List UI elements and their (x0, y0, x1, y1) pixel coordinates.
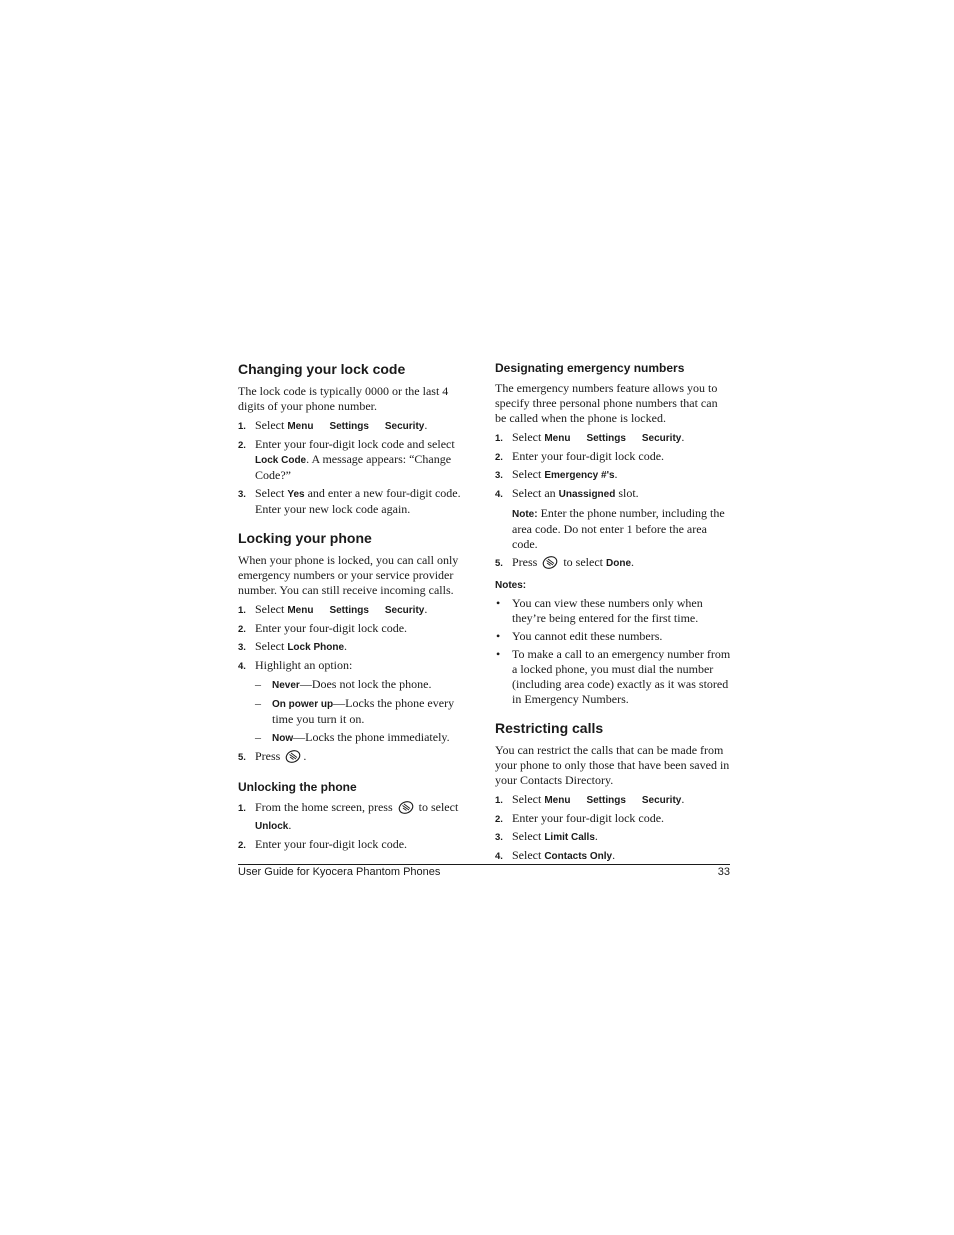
list-item: 1. Select Menu Settings Security. (495, 430, 685, 444)
list-item: 1. Select Menu Settings Security. (238, 418, 428, 432)
steps-list (495, 555, 731, 573)
ok-key-icon (285, 750, 301, 767)
section-changing-lock-code (238, 360, 474, 517)
option-on-power-up: – On power up—Locks the phone every time you turn it on. (255, 696, 455, 726)
section-locking-phone (238, 529, 474, 767)
steps-list (238, 602, 474, 767)
note (495, 506, 731, 552)
option-now: – Now—Locks the phone immediately. (255, 730, 450, 744)
list-item: 2. Enter your four-digit lock code. (495, 811, 665, 825)
heading-unlocking-phone: Unlocking the phone (238, 780, 357, 794)
intro-paragraph: When your phone is locked, you can call only emergency numbers or your service provider number. You can still receive incoming calls. (238, 553, 459, 597)
list-item: 2. Enter your four-digit lock code. (495, 449, 665, 463)
note-text: Enter the phone number, including the area code. Do not enter 1 before the area code. (512, 506, 725, 551)
section-emergency-numbers (495, 360, 731, 707)
heading-emergency-numbers: Designating emergency numbers (495, 361, 685, 375)
list-item: 4. Select Contacts Only. (495, 848, 616, 862)
steps-list (495, 430, 731, 502)
list-item: 2. Enter your four-digit lock code. (238, 837, 408, 851)
list-item: 5. Press to select Done. (495, 555, 731, 573)
options-list (255, 677, 474, 746)
list-item: 3. Select Limit Calls. (495, 829, 598, 843)
page-number: 33 (717, 866, 730, 878)
note-label: Note: (512, 509, 538, 520)
steps-list (238, 800, 474, 852)
heading-locking-phone: Locking your phone (238, 530, 372, 546)
section-unlocking-phone (238, 779, 474, 852)
intro-paragraph: You can restrict the calls that can be made from your phone to only those that have been saved in your Contacts Directory. (495, 743, 730, 787)
list-item: 3. Select Yes and enter a new four-digit code. Enter your new lock code again. (238, 486, 461, 516)
section-restricting-calls (495, 719, 731, 864)
intro-paragraph: The emergency numbers feature allows you to specify three personal phone numbers that can be called when the phone is locked. (495, 381, 718, 425)
list-item: 4. Highlight an option: – Never—Does not lock the phone. – On power up—Locks the phone every time you turn it on. – Now—Locks the phone immediately. (238, 658, 474, 746)
list-item: • You can view these numbers only when they’re being entered for the first time. (496, 596, 703, 625)
left-column (238, 360, 474, 855)
steps-list (495, 792, 731, 864)
heading-changing-lock-code: Changing your lock code (238, 361, 406, 377)
ok-key-icon (398, 801, 414, 818)
ok-key-icon (542, 556, 558, 573)
steps-list (238, 418, 474, 517)
list-item: 1. From the home screen, press to select Unlock. (238, 800, 459, 832)
heading-restricting-calls: Restricting calls (495, 720, 604, 736)
list-item: 3. Select Lock Phone. (238, 639, 348, 653)
list-item: 4. Select an Unassigned slot. (495, 486, 639, 500)
list-item: 1. Select Menu Settings Security. (495, 792, 685, 806)
list-item: • You cannot edit these numbers. (496, 629, 663, 643)
option-never: – Never—Does not lock the phone. (255, 677, 432, 691)
footer-title: User Guide for Kyocera Phantom Phones (238, 866, 441, 878)
list-item: 3. Select Emergency #'s. (495, 467, 618, 481)
list-item: 2. Enter your four-digit lock code and select Lock Code. A message appears: “Change Code?” (238, 437, 455, 482)
notes-label: Notes: (495, 580, 527, 591)
list-item: • To make a call to an emergency number from a locked phone, you must dial the number (including area code) exactly as it was stored in Emergency Numbers. (496, 647, 731, 706)
notes-list (495, 596, 731, 707)
right-column (495, 360, 731, 867)
list-item: 5. Press . (238, 749, 474, 767)
list-item: 1. Select Menu Settings Security. (238, 602, 428, 616)
intro-paragraph: The lock code is typically 0000 or the last 4 digits of your phone number. (238, 384, 449, 413)
list-item: 2. Enter your four-digit lock code. (238, 621, 408, 635)
